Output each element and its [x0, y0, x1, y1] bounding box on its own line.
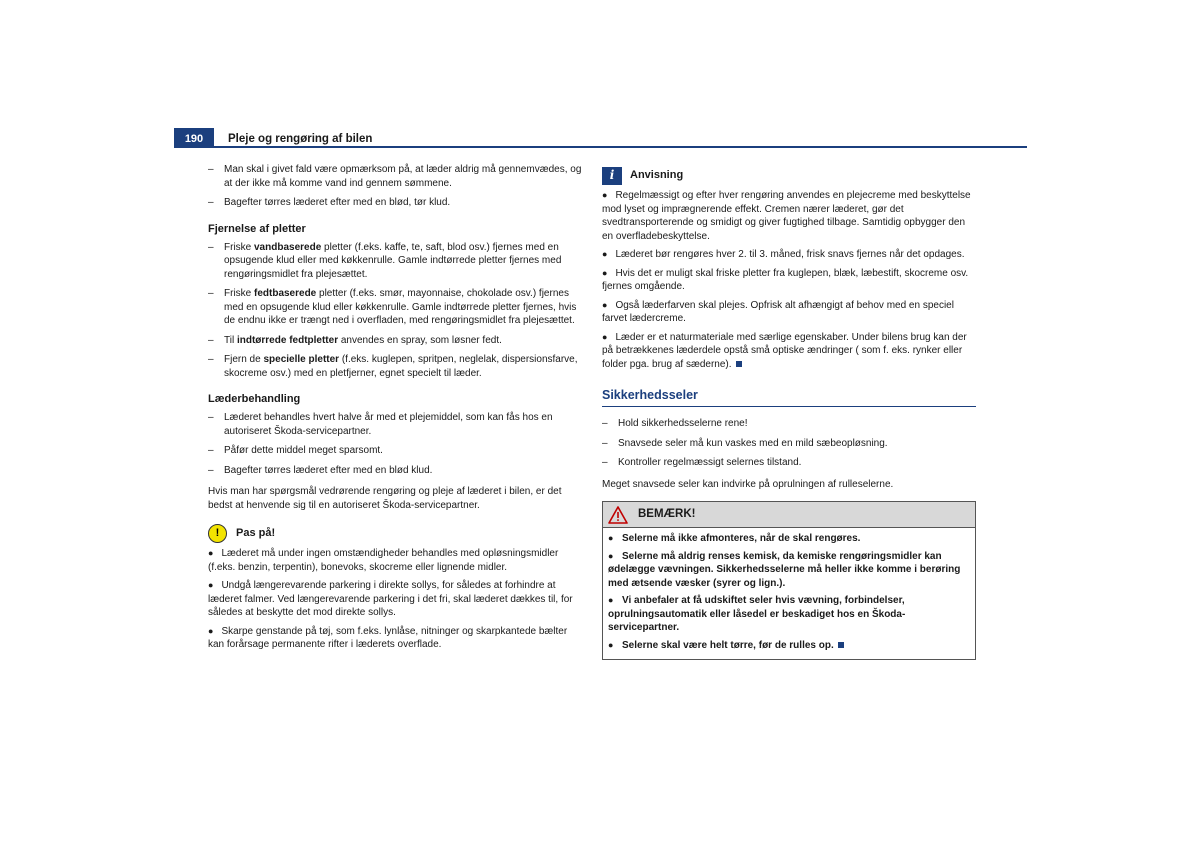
list-item: ● Selerne skal være helt tørre, før de rulles op.	[608, 639, 970, 653]
warning-triangle-icon	[608, 506, 628, 524]
list-item: – Fjern de specielle pletter (f.eks. kuglepen, spritpen, neglelak, dispersionsfarve, skocreme osv.) med en pletfjerner, egnet specielt til læder.	[208, 354, 578, 379]
list-item: ● Undgå længerevarende parkering i direkte sollys, for således at forhindre at læderet falmer. Ved længerevarende parkering i det fri, skal læderet dækkes til, for således at beskytte det mod direkte sollys.	[208, 580, 573, 618]
list-item: – Påfør dette middel meget sparsomt.	[208, 445, 383, 456]
list-item: – Friske vandbaserede pletter (f.eks. kaffe, te, saft, blod osv.) fjernes med en opsugende klud eller med køkkenrulle. Gamle indtørrede pletter fjernes med rengøringsmidlet fra plejesættet.	[208, 241, 562, 280]
chapter-title: Pleje og rengøring af bilen	[228, 133, 373, 145]
end-of-section-mark	[736, 361, 742, 367]
list-item: – Til indtørrede fedtpletter anvendes en spray, som løsner fedt.	[208, 334, 502, 346]
list-item: – Snavsede seler må kun vaskes med en mild sæbeopløsning.	[602, 437, 888, 449]
list-item: ● Skarpe genstande på tøj, som f.eks. lynlåse, nitninger og skarpkantede bælter kan forårsage permanente rifter i læderets overflade.	[208, 625, 568, 650]
seatbelts-paragraph: Meget snavsede seler kan indvirke på oprulningen af rulleselerne.	[602, 478, 894, 490]
end-of-section-mark	[838, 642, 844, 648]
left-column	[208, 163, 582, 657]
list-item: ● Selerne må aldrig renses kemisk, da kemiske rengøringsmidler kan ødelægge vævningen. Sikkerhedsselerne må heller ikke komme i berøring med ætsende væsker (syrer og lign.).	[608, 550, 961, 589]
service-paragraph: Hvis man har spørgsmål vedrørende rengøring og pleje af læderet i bilen, er det bedst at henvende sig til en autoriseret Škoda-servicepartner.	[208, 486, 562, 511]
caution-icon: !	[208, 524, 227, 543]
note-heading	[602, 167, 976, 185]
page-number: 190	[174, 128, 214, 148]
list-item: ● Også læderfarven skal plejes. Opfrisk alt afhængigt af behov med en speciel farvet lædercreme.	[602, 299, 954, 324]
list-item: – Kontroller regelmæssigt selernes tilstand.	[602, 457, 802, 468]
list-item: ● Læderet bør rengøres hver 2. til 3. måned, frisk snavs fjernes når det opdages.	[602, 249, 965, 260]
list-item: ● Hvis det er muligt skal friske pletter fra kuglepen, blæk, læbestift, skocreme osv. fjernes omgående.	[602, 267, 969, 292]
caution-title: Pas på!	[236, 526, 276, 539]
list-item: ● Selerne må ikke afmonteres, når de skal rengøres.	[608, 533, 861, 544]
warning-title: BEMÆRK!	[638, 507, 696, 520]
list-item: ● Regelmæssigt og efter hver rengøring anvendes en plejecreme med beskyttelse mod lyset og imprægnerende effekt. Cremen nærer læderet, gør det svedtransporterende og smidigt og giver fugtighed tilbage. Samtidig opbygger den en overfladebeskyttelse.	[602, 190, 971, 242]
header-rule	[214, 146, 1027, 148]
list-item: – Bagefter tørres læderet efter med en blød klud.	[208, 464, 433, 476]
list-item: – Bagefter tørres læderet efter med en blød, tør klud.	[208, 197, 451, 208]
list-item: – Friske fedtbaserede pletter (f.eks. smør, mayonnaise, chokolade osv.) fjernes med en opsugende klud eller køkkenrulle. Gamle indtørrede pletter fjernes, hvis de endnu ikke er trængt ned i overfladen, med rengøringsmidlet fra plejesættet.	[208, 288, 577, 326]
warning-box	[602, 501, 976, 660]
treatment-heading: Læderbehandling	[208, 393, 301, 405]
list-item: ● Vi anbefaler at få udskiftet seler hvis vævning, forbindelser, oprulningsautomatik eller låsedel er beskadiget hos en Škoda-servicepartner.	[608, 595, 906, 633]
warning-body	[603, 528, 975, 659]
list-item: – Man skal i givet fald være opmærksom på, at læder aldrig må gennemvædes, og at der ikke må komme vand ind gennem sømmene.	[208, 164, 582, 189]
list-item: – Læderet behandles hvert halve år med et plejemiddel, som kan fås hos en autoriseret Škoda-servicepartner.	[208, 412, 553, 437]
caution-heading	[208, 524, 582, 543]
list-item: – Hold sikkerhedsselerne rene!	[602, 418, 748, 429]
seatbelts-heading: Sikkerhedsseler	[602, 387, 976, 407]
list-item: ● Læderet må under ingen omstændigheder behandles med opløsningsmidler (f.eks. benzin, terpentin), bonevoks, skocreme eller lignende midler.	[208, 548, 559, 573]
right-column	[602, 163, 976, 660]
note-title: Anvisning	[630, 169, 684, 182]
info-icon: i	[602, 167, 622, 185]
warning-box-header	[603, 502, 975, 528]
list-item: ● Læder er et naturmateriale med særlige egenskaber. Under bilens brug kan der på betrækkenes læderdele opstå små optiske ændringer ( som f. eks. rynker eller folder pga. brug af sæderne).	[602, 331, 967, 370]
page-header	[174, 128, 1027, 148]
stains-heading: Fjernelse af pletter	[208, 222, 306, 235]
